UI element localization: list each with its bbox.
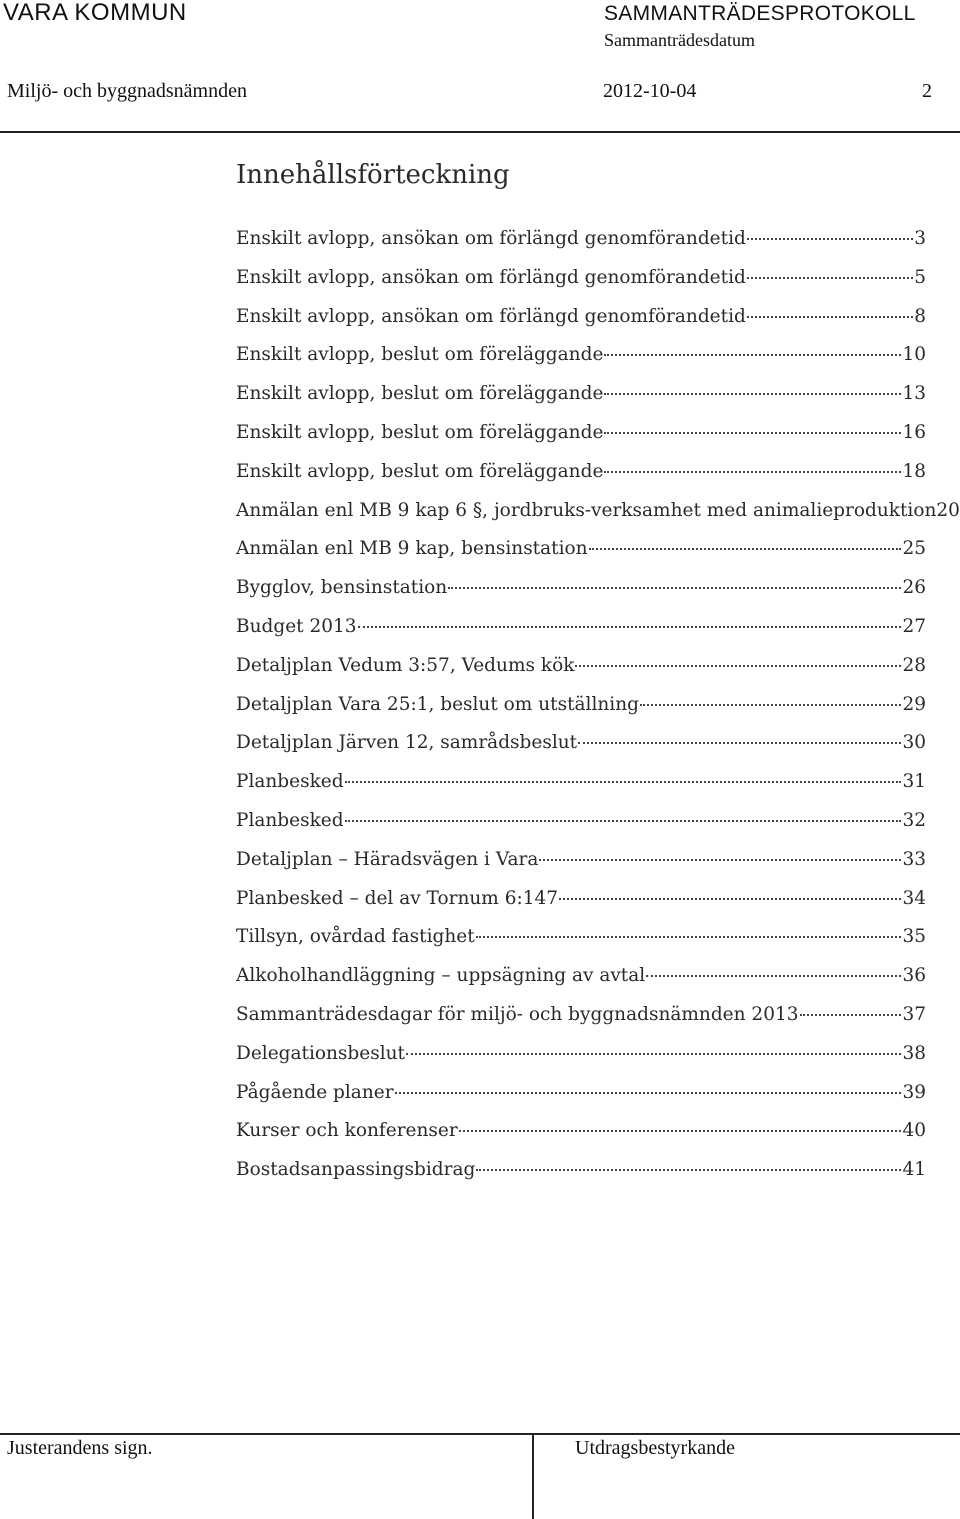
toc-entry[interactable] xyxy=(236,849,926,888)
dot-leader xyxy=(459,1130,902,1132)
toc-entry-page: 36 xyxy=(902,965,926,987)
toc-entry-title: Budget 2013 xyxy=(236,615,357,637)
toc-entry-page: 33 xyxy=(902,848,926,870)
toc-entry[interactable] xyxy=(236,422,926,461)
toc-entry-title: Enskilt avlopp, ansökan om förlängd genomförandetid xyxy=(236,305,746,327)
toc-entry-page: 3 xyxy=(914,228,926,249)
dot-leader xyxy=(345,820,902,822)
toc-entry-title: Enskilt avlopp, beslut om föreläggande xyxy=(236,421,604,443)
dot-leader xyxy=(476,1169,901,1171)
toc-entry[interactable] xyxy=(236,383,926,422)
justerandens-sign-label: Justerandens sign. xyxy=(7,1437,153,1459)
footer-divider xyxy=(0,1433,960,1435)
toc-entry-title: Delegationsbeslut xyxy=(236,1042,405,1064)
footer-column-divider xyxy=(532,1433,534,1519)
toc-entry[interactable] xyxy=(236,577,926,616)
dot-leader xyxy=(604,471,901,473)
toc-entry-title: Alkoholhandläggning – uppsägning av avtal xyxy=(236,965,646,987)
dot-leader xyxy=(395,1092,902,1094)
toc-entry-page: 5 xyxy=(914,266,926,288)
toc-entry[interactable] xyxy=(236,1043,926,1082)
toc-entry[interactable] xyxy=(236,694,926,733)
toc-entry-page: 10 xyxy=(902,344,926,366)
toc-entry-title: Planbesked xyxy=(236,809,344,831)
dot-leader xyxy=(345,781,902,783)
dot-leader xyxy=(559,898,901,900)
toc-entry-title: Anmälan enl MB 9 kap, bensinstation xyxy=(236,538,588,560)
toc-entry[interactable] xyxy=(236,1082,926,1121)
toc-entry-page: 41 xyxy=(902,1159,926,1181)
toc-entry-title: Enskilt avlopp, beslut om föreläggande xyxy=(236,344,604,366)
dot-leader xyxy=(604,432,901,434)
toc-entry-page: 30 xyxy=(902,732,926,754)
dot-leader xyxy=(747,277,913,279)
document-type: SAMMANTRÄDESPROTOKOLL xyxy=(604,2,916,25)
date-label: Sammanträdesdatum xyxy=(604,30,755,50)
toc-entry-title: Enskilt avlopp, beslut om föreläggande xyxy=(236,383,604,405)
toc-entry-page: 8 xyxy=(914,305,926,327)
toc-entry-page: 34 xyxy=(902,887,926,909)
toc-entry-page: 29 xyxy=(902,693,926,715)
utdragsbestyrkande-label: Utdragsbestyrkande xyxy=(575,1437,735,1459)
toc-entry-title: Enskilt avlopp, ansökan om förlängd genomförandetid xyxy=(236,228,746,249)
dot-leader xyxy=(476,936,902,938)
dot-leader xyxy=(589,548,902,550)
toc-entry-title: Planbesked xyxy=(236,771,344,793)
dot-leader xyxy=(358,626,902,628)
dot-leader xyxy=(604,393,901,395)
toc-entry-title: Bostadsanpassingsbidrag xyxy=(236,1159,476,1181)
toc-entry-page: 37 xyxy=(902,1003,926,1025)
committee-name: Miljö- och byggnadsnämnden xyxy=(7,80,247,102)
toc-entry-page: 39 xyxy=(902,1081,926,1103)
dot-leader xyxy=(448,587,901,589)
dot-leader xyxy=(539,859,901,861)
toc-entry-title: Sammanträdesdagar för miljö- och byggnadsnämnden 2013 xyxy=(236,1003,799,1025)
toc-entry[interactable] xyxy=(236,228,926,267)
toc-entry[interactable] xyxy=(236,616,926,655)
organization-name: VARA KOMMUN xyxy=(3,0,187,26)
dot-leader xyxy=(640,704,902,706)
toc-entry-page: 38 xyxy=(902,1042,926,1064)
toc-entry[interactable] xyxy=(236,965,926,1004)
toc-entry-title: Detaljplan Vara 25:1, beslut om utställning xyxy=(236,693,639,715)
toc-entry-title: Planbesked – del av Tornum 6:147 xyxy=(236,887,559,909)
toc-entry-title: Detaljplan Vedum 3:57, Vedums kök xyxy=(236,654,575,676)
dot-leader xyxy=(406,1053,901,1055)
dot-leader xyxy=(747,238,913,240)
toc-entry[interactable] xyxy=(236,655,926,694)
toc-entry-title: Tillsyn, ovårdad fastighet xyxy=(236,926,475,948)
dot-leader xyxy=(604,354,901,356)
dot-leader xyxy=(646,975,901,977)
toc-entry[interactable] xyxy=(236,771,926,810)
toc-entry[interactable] xyxy=(236,810,926,849)
toc-entry-page: 26 xyxy=(902,577,926,599)
toc-entry[interactable] xyxy=(236,538,926,577)
toc-entry-page: 40 xyxy=(902,1120,926,1142)
toc-entry-title: Enskilt avlopp, ansökan om förlängd genomförandetid xyxy=(236,266,746,288)
toc-entry[interactable] xyxy=(236,888,926,927)
meeting-date: 2012-10-04 xyxy=(603,80,697,102)
toc-title: Innehållsförteckning xyxy=(236,160,510,190)
toc-entry-page: 25 xyxy=(902,538,926,560)
toc-entry[interactable] xyxy=(236,306,926,345)
toc-entry-page: 18 xyxy=(902,460,926,482)
toc-entry-title: Detaljplan – Häradsvägen i Vara xyxy=(236,848,539,870)
dot-leader xyxy=(575,665,901,667)
toc-entry-page: 31 xyxy=(902,771,926,793)
toc-entry-page: 27 xyxy=(902,615,926,637)
dot-leader xyxy=(747,316,913,318)
dot-leader xyxy=(578,742,901,744)
table-of-contents xyxy=(236,228,960,1198)
toc-entry-page: 32 xyxy=(902,809,926,831)
toc-entry-title: Enskilt avlopp, beslut om föreläggande xyxy=(236,460,604,482)
toc-entry-page: 13 xyxy=(902,383,926,405)
toc-entry-title: Detaljplan Järven 12, samrådsbeslut xyxy=(236,732,578,754)
toc-entry[interactable] xyxy=(236,1004,926,1043)
toc-entry-title: Bygglov, bensinstation xyxy=(236,577,448,599)
toc-entry[interactable] xyxy=(236,499,960,539)
toc-entry-title: Anmälan enl MB 9 kap 6 §, jordbruks-verksamhet med animalieproduktion xyxy=(236,499,937,521)
toc-entry-page: 20 xyxy=(936,499,960,521)
page-number: 2 xyxy=(922,80,932,102)
toc-entry-title: Kurser och konferenser xyxy=(236,1120,458,1142)
toc-entry[interactable] xyxy=(236,732,926,771)
toc-entry[interactable] xyxy=(236,461,926,500)
toc-entry-title: Pågående planer xyxy=(236,1081,394,1103)
toc-entry-page: 16 xyxy=(902,421,926,443)
dot-leader xyxy=(800,1014,902,1016)
toc-entry[interactable] xyxy=(236,1159,926,1198)
toc-entry[interactable] xyxy=(236,267,926,306)
toc-entry[interactable] xyxy=(236,344,926,383)
toc-entry[interactable] xyxy=(236,926,926,965)
header-divider xyxy=(0,131,960,133)
toc-entry-page: 35 xyxy=(902,926,926,948)
toc-entry[interactable] xyxy=(236,1120,926,1159)
toc-entry-page: 28 xyxy=(902,654,926,676)
